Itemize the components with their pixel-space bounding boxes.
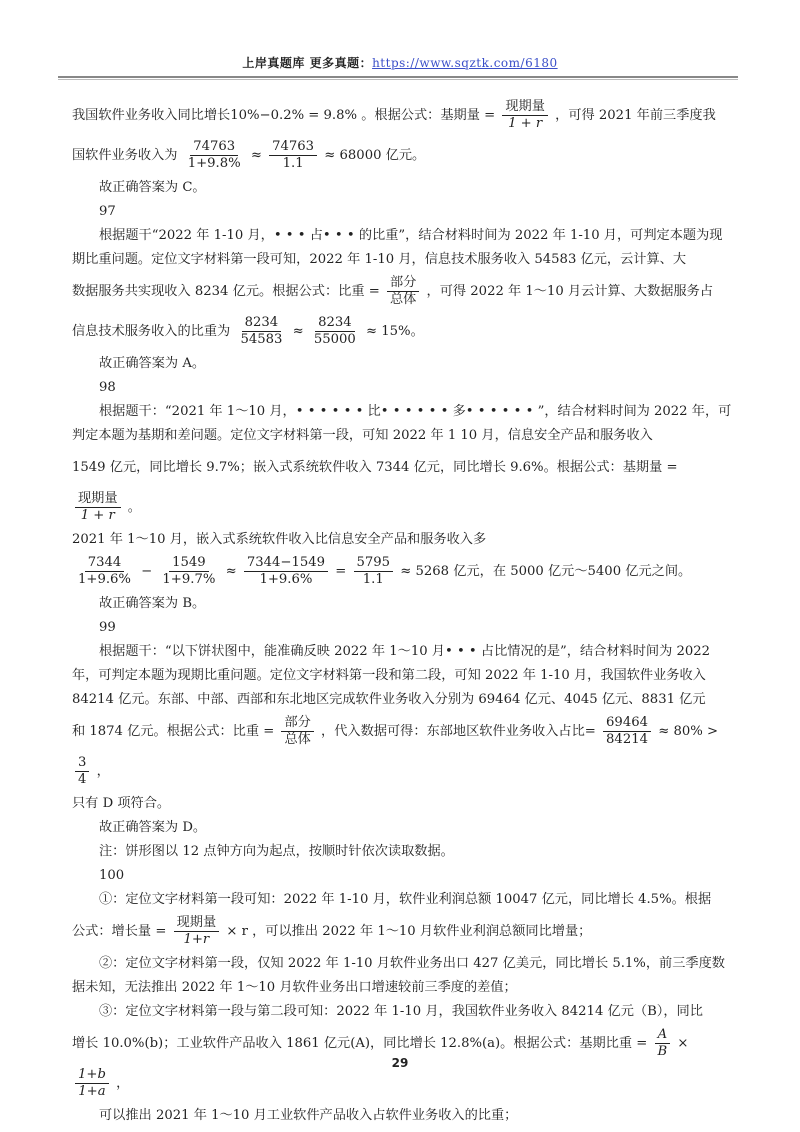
fraction: $\frac{7344-1549}{1+9.6\%}$ (244, 555, 328, 588)
fraction: $\frac{\text{部分}}{\text{总体}}$ (387, 275, 419, 308)
header-rule-thin (58, 79, 738, 80)
fraction: $\frac{74763}{1+9.8\%}$ (187, 139, 241, 171)
q96-answer: 故正确答案为 C。 (99, 180, 206, 195)
page-header (0, 54, 800, 71)
fraction: $\frac{5795}{1.1}$ (354, 555, 394, 588)
q96-line-2: 国软件业务收入为 $\frac{74763}{1+9.8\%}$ ≈ $\frac{74763}{1.1}$ ≈ 68000 亿元。 (72, 139, 426, 171)
q100-item3-end: 可以推出 2021 年 1～10 月工业软件产品收入占软件业务收入的比重； (99, 1108, 518, 1123)
fraction: $\frac{7344}{1+9.6\%}$ (78, 555, 131, 587)
q98-para: 根据题干：“2021 年 1～10 月，• • • • • • 比• • • • • • 多• • • • • • ”，结合材料时间为 2022 年，可判定本题为基期和差问题。定位文字材料第一段，可知 2022 年 1 10 月，信息安全产品和服务收入 (72, 404, 732, 443)
q98-line-2: 1549 亿元，同比增长 9.7%；嵌入式系统软件收入 7344 亿元，同比增长 9.6%。根据公式：基期量 = $\frac{\text{现期量}}{1 + r}$ 。 (72, 460, 678, 523)
header-link[interactable]: https://www.sqztk.com/6180 (372, 56, 558, 70)
q99-note: 注：饼形图以 12 点钟方向为起点，按顺时针依次读取数据。 (99, 844, 454, 859)
header-label: 上岸真题库 更多真题： (242, 56, 373, 70)
fraction: $\frac{8234}{55000}$ (313, 315, 356, 347)
q98-line-3: 2021 年 1～10 月，嵌入式系统软件收入比信息安全产品和服务收入多 (72, 532, 487, 547)
q100-number: 100 (99, 868, 125, 883)
q100-item1: ①：定位文字材料第一段可知：2022 年 1-10 月，软件业利润总额 10047 亿元，同比增长 4.5%。根据 (99, 892, 712, 907)
q99-number: 99 (99, 620, 116, 635)
fraction: $\frac{\text{部分}}{\text{总体}}$ (281, 715, 313, 748)
q99-answer: 故正确答案为 D。 (99, 820, 207, 835)
fraction: $\frac{74763}{1.1}$ (269, 139, 317, 172)
fraction: $\frac{69464}{84214}$ (603, 715, 651, 748)
fraction: $\frac{\text{现期量}}{1+r}$ (174, 915, 220, 948)
q99-line-3: 只有 D 项符合。 (72, 796, 171, 811)
header-rule (58, 76, 738, 78)
fraction: $\frac{1+b}{1+a}$ (75, 1067, 109, 1100)
q100-item2: ②：定位文字材料第一段，仅知 2022 年 1-10 月软件业务出口 427 亿美元，同比增长 5.1%，前三季度数据未知，无法推出 2022 年 1～10 月软件业务出口增速较前三季度的差值； (72, 956, 725, 995)
q97-line-2: 数据服务共实现收入 8234 亿元。根据公式：比重 = $\frac{\text{部分}}{\text{总体}}$ ，可得 2022 年 1～10 月云计算、大数据服务占 (72, 275, 714, 307)
q99-line-2: 和 1874 亿元。根据公式：比重 = $\frac{\text{部分}}{\text{总体}}$ ，代入数据可得：东部地区软件业务收入占比= $\frac{69464}{84214}$ ≈ 80% > $\frac{3}{4}$ ， (72, 715, 718, 787)
page-number: 29 (391, 1056, 409, 1070)
fraction: $\frac{\text{现期量}}{1 + r}$ (75, 491, 121, 524)
q97-para: 根据题干“2022 年 1-10 月，• • • 占• • • 的比重”，结合材料时间为 2022 年 1-10 月，可判定本题为现期比重问题。定位文字材料第一段可知，2022 年 1-10 月，信息技术服务收入 54583 亿元，云计算、大 (72, 228, 723, 267)
q97-line-3: 信息技术服务收入的比重为 $\frac{8234}{54583}$ ≈ $\frac{8234}{55000}$ ≈ 15%。 (72, 315, 424, 347)
q98-answer: 故正确答案为 B。 (99, 596, 206, 611)
q96-line-1: 我国软件业务收入同比增长10%−0.2% = 9.8% 。根据公式：基期量 = $\frac{\text{现期量}}{1 + r}$ ，可得 2021 年前三季度我 (72, 99, 716, 131)
q100-item1-formula: 公式：增长量 = $\frac{\text{现期量}}{1+r}$ × r ，可以推出 2022 年 1～10 月软件业利润总额同比增量； (72, 915, 592, 947)
fraction: $\frac{\text{现期量}}{1 + r}$ (502, 99, 548, 132)
q100-item3: ③：定位文字材料第一段与第二段可知：2022 年 1-10 月，我国软件业务收入 84214 亿元（B），同比 (99, 1004, 703, 1019)
q98-number: 98 (99, 380, 116, 395)
answer-content (72, 96, 732, 1128)
q97-answer: 故正确答案为 A。 (99, 356, 206, 371)
q98-line-4: $\frac{7344}{1+9.6\%}$ − $\frac{1549}{1+9.7\%}$ ≈ $\frac{7344-1549}{1+9.6\%}$ = $\frac{5795}{1.1}$ ≈ 5268 亿元，在 5000 亿元～5400 亿元之间。 (72, 552, 732, 592)
q100-item3-formula: 增长 10.0%(b)；工业软件产品收入 1861 亿元(A)，同比增长 12.8%(a)。根据公式：基期比重 = $\frac{A}{B}$ × $\frac{1+b}{1+a}$ ， (72, 1027, 689, 1099)
fraction: $\frac{1549}{1+9.7\%}$ (162, 555, 216, 587)
q99-para: 根据题干：“以下饼状图中，能准确反映 2022 年 1～10 月• • • 占比情况的是”，结合材料时间为 2022 年，可判定本题为现期比重问题。定位文字材料第一段和第二段，可知 2022 年 1-10 月，我国软件业务收入 84214 亿元。东部、中部、西部和东北地区完成软件业务收入分别为 69464 亿元、4045 亿元、8831 亿元 (72, 644, 711, 707)
fraction: $\frac{A}{B}$ (655, 1027, 671, 1060)
fraction: $\frac{8234}{54583}$ (240, 315, 283, 347)
q97-number: 97 (99, 204, 116, 219)
fraction: $\frac{3}{4}$ (75, 755, 89, 788)
